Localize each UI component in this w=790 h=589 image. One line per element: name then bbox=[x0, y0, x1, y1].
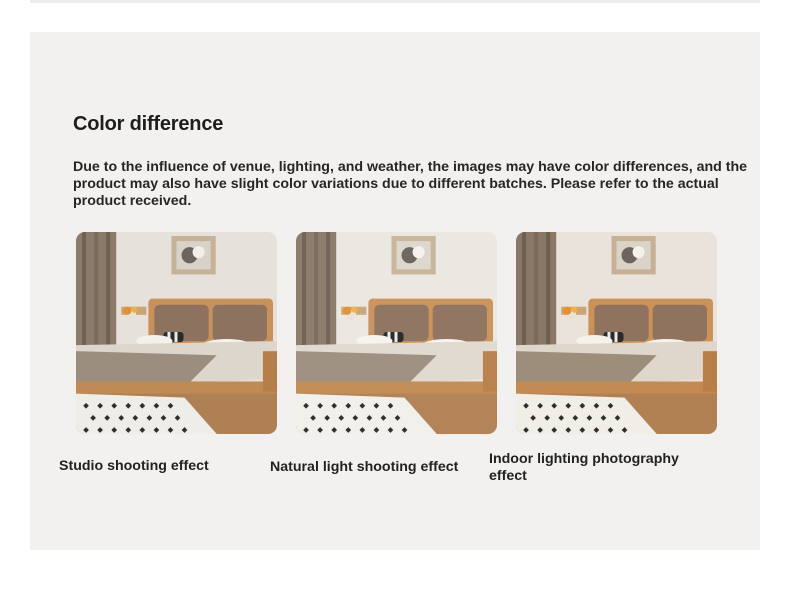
photo-studio bbox=[76, 232, 277, 434]
top-divider bbox=[30, 0, 760, 3]
photo-natural-light bbox=[296, 232, 497, 434]
bedroom-bed-photo-icon bbox=[516, 232, 717, 434]
section-title: Color difference bbox=[73, 113, 224, 135]
bedroom-bed-photo-icon bbox=[76, 232, 277, 434]
caption-studio: Studio shooting effect bbox=[59, 458, 209, 474]
photo-indoor-lighting bbox=[516, 232, 717, 434]
caption-natural-light: Natural light shooting effect bbox=[270, 459, 459, 475]
caption-indoor-lighting: Indoor lighting photography effect bbox=[489, 451, 679, 484]
bedroom-bed-photo-icon bbox=[296, 232, 497, 434]
section-description: Due to the influence of venue, lighting, and weather, the images may have color differences, and the product may also have slight color variations due to different batches. Please refer to the actual product received. bbox=[73, 159, 748, 209]
